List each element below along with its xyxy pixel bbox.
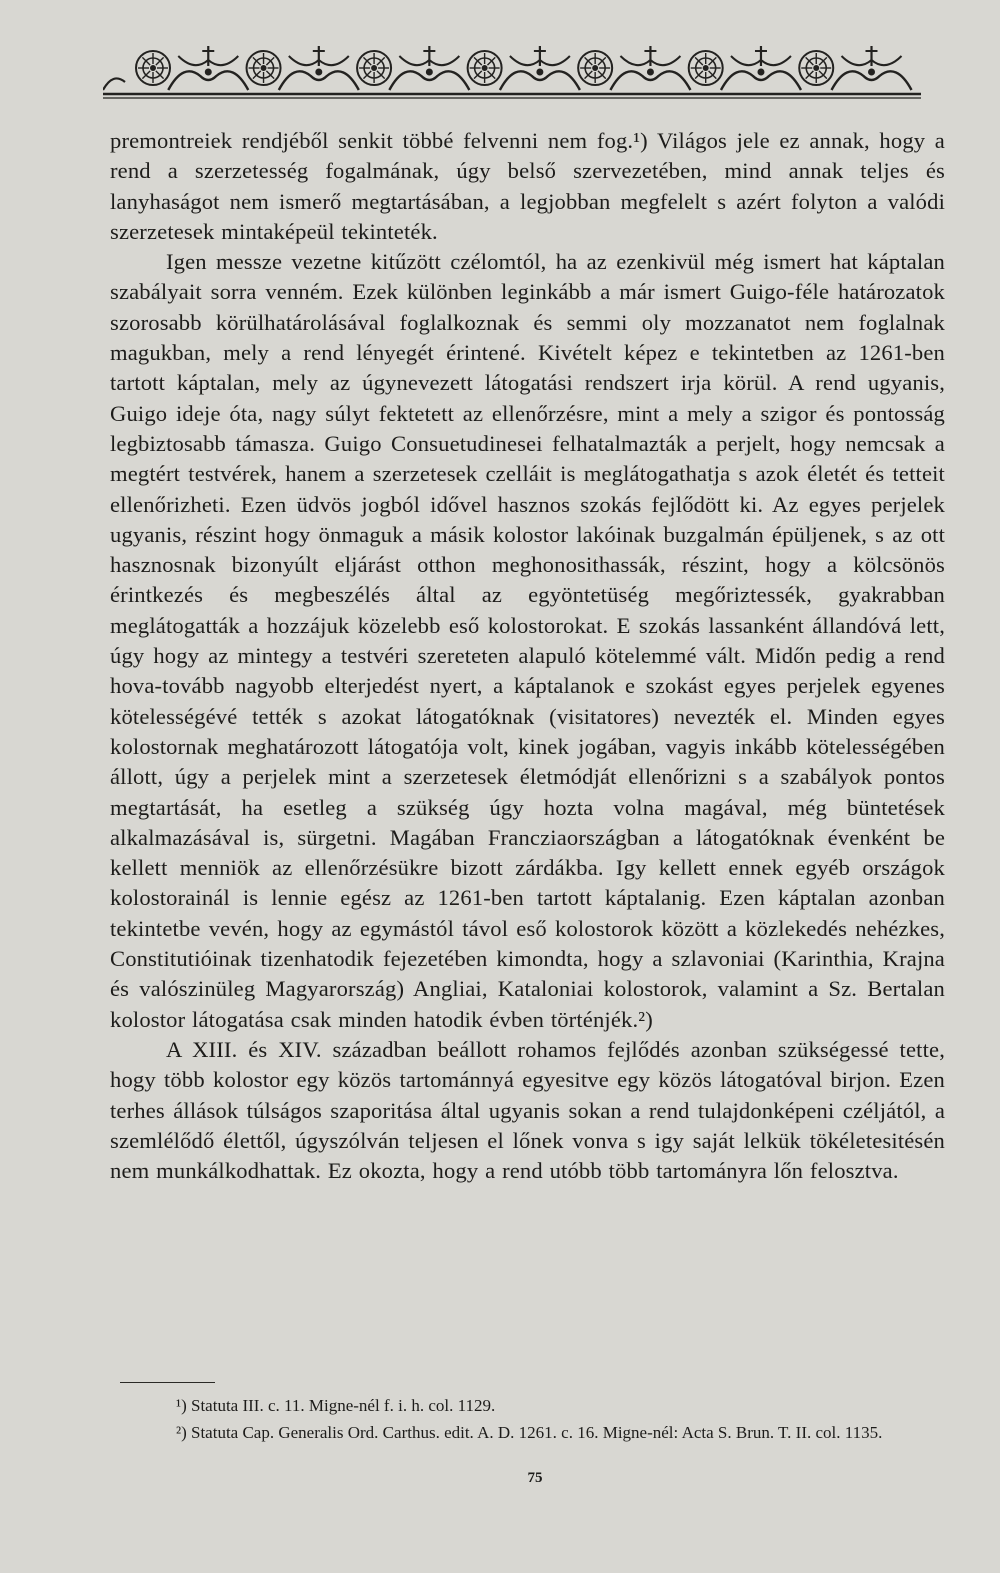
paragraph-1: premontreiek rendjéből senkit többé felvenni nem fog.¹) Világos jele ez annak, hogy a rend a szerzetesség fogalmának, úgy belső szervezetében, mind annak teljes és lanyhaságot nem ismerő megtartásában, a legjobban megfelelt s azért folyton a valódi szerzetesek mintaképeül tekinteték.	[110, 128, 945, 244]
header-ornament-band	[103, 42, 921, 100]
body-text	[110, 126, 945, 1186]
paragraph-3: A XIII. és XIV. században beállott rohamos fejlődés azonban szükségessé tette, hogy több kolostor egy közös tartománnyá egyesitve egy közös látogatóval birjon. Ezen terhes állások túlságos szaporitása által ugyanis sokan a rend tulajdonképeni czéljától, a szemlélődő élettől, úgyszólván teljesen el lőnek vonva s igy saját lelkük tökéletesitésén nem munkálkodhattak. Ez okozta, hogy a rend utóbb több tartományra lőn felosztva.	[110, 1036, 945, 1184]
footnotes	[120, 1392, 945, 1446]
footnote-2: ²) Statuta Cap. Generalis Ord. Carthus. edit. A. D. 1261. c. 16. Migne-nél: Acta S. Brun. T. II. col. 1135.	[176, 1423, 883, 1442]
ornament-icon	[103, 42, 921, 100]
page-number: 75	[527, 1470, 543, 1486]
footnote-separator	[120, 1382, 215, 1383]
footnote-1: ¹) Statuta III. c. 11. Migne-nél f. i. h. col. 1129.	[176, 1396, 496, 1415]
paragraph-2: Igen messze vezetne kitűzött czélomtól, ha az ezenkivül még ismert hat káptalan szabályait sorra venném. Ezek különben leginkább a már ismert Guigo-féle határozatok szorosabb körülhatárolásával foglalkoznak és semmi oly mozzanatot nem foglalnak magukban, mely a rend lényegét érintené. Kivételt képez e tekintetben az 1261-ben tartott káptalan, mely az úgynevezett látogatási rendszert irja körül. A rend ugyanis, Guigo ideje óta, nagy súlyt fektetett az ellenőrzésre, mint a mely a szigor és pontosság legbiztosabb támasza. Guigo Consuetudinesei felhatalmazták a perjelt, hogy nemcsak a megtért testvérek, hanem a szerzetesek czelláit is meglátogathatja s azok életét és tetteit ellenőrizheti. Ezen üdvös jogból idővel hasznos szokás fejlődött ki. Az egyes perjelek ugyanis, részint hogy önmaguk a másik kolostor lakóinak buzgalmán épüljenek, s az ott hasznosnak bizonyúlt eljárást otthon meghonosithassák, részint, hogy a kölcsönös érintkezés és megbeszélés által az egyöntetüség megőriztessék, gyakrabban meglátogatták a hozzájuk közelebb eső kolostorokat. E szokás lassanként állandóvá lett, úgy hogy az mintegy a testvéri szereteten alapuló kötelemmé vált. Midőn pedig a rend hova-tovább nagyobb elterjedést nyert, a káptalanok e szokást egyes perjelek egyenes kötelességévé tették s azokat látogatóknak (visitatores) nevezték el. Minden egyes kolostornak meghatározott látogatója volt, kinek jogában, vagyis inkább kötelességében állott, úgy a perjelek mint a szerzetesek életmódját ellenőrizni s a szabályok pontos megtartását, ha esetleg a szükség úgy hozta volna magával, még büntetések alkalmazásával is, sürgetni. Magában Francziaországban a látogatóknak évenként be kellett menniök az ellenőrzésükre bizott zárdákba. Igy kellett ennek egyéb országok kolostorainál is lennie egész az 1261-ben tartott káptalanig. Ezen káptalan azonban tekintetbe vevén, hogy az egymástól távol eső kolostorok között a közlekedés nehézkes, Constitutióinak tizenhatodik fejezetében kimondta, hogy a szlavoniai (Karinthia, Krajna és valószinüleg Magyarország) Angliai, Kataloniai kolostorok, valamint a Sz. Bertalan kolostor látogatása csak minden hatodik évben történjék.²)	[110, 249, 945, 1032]
